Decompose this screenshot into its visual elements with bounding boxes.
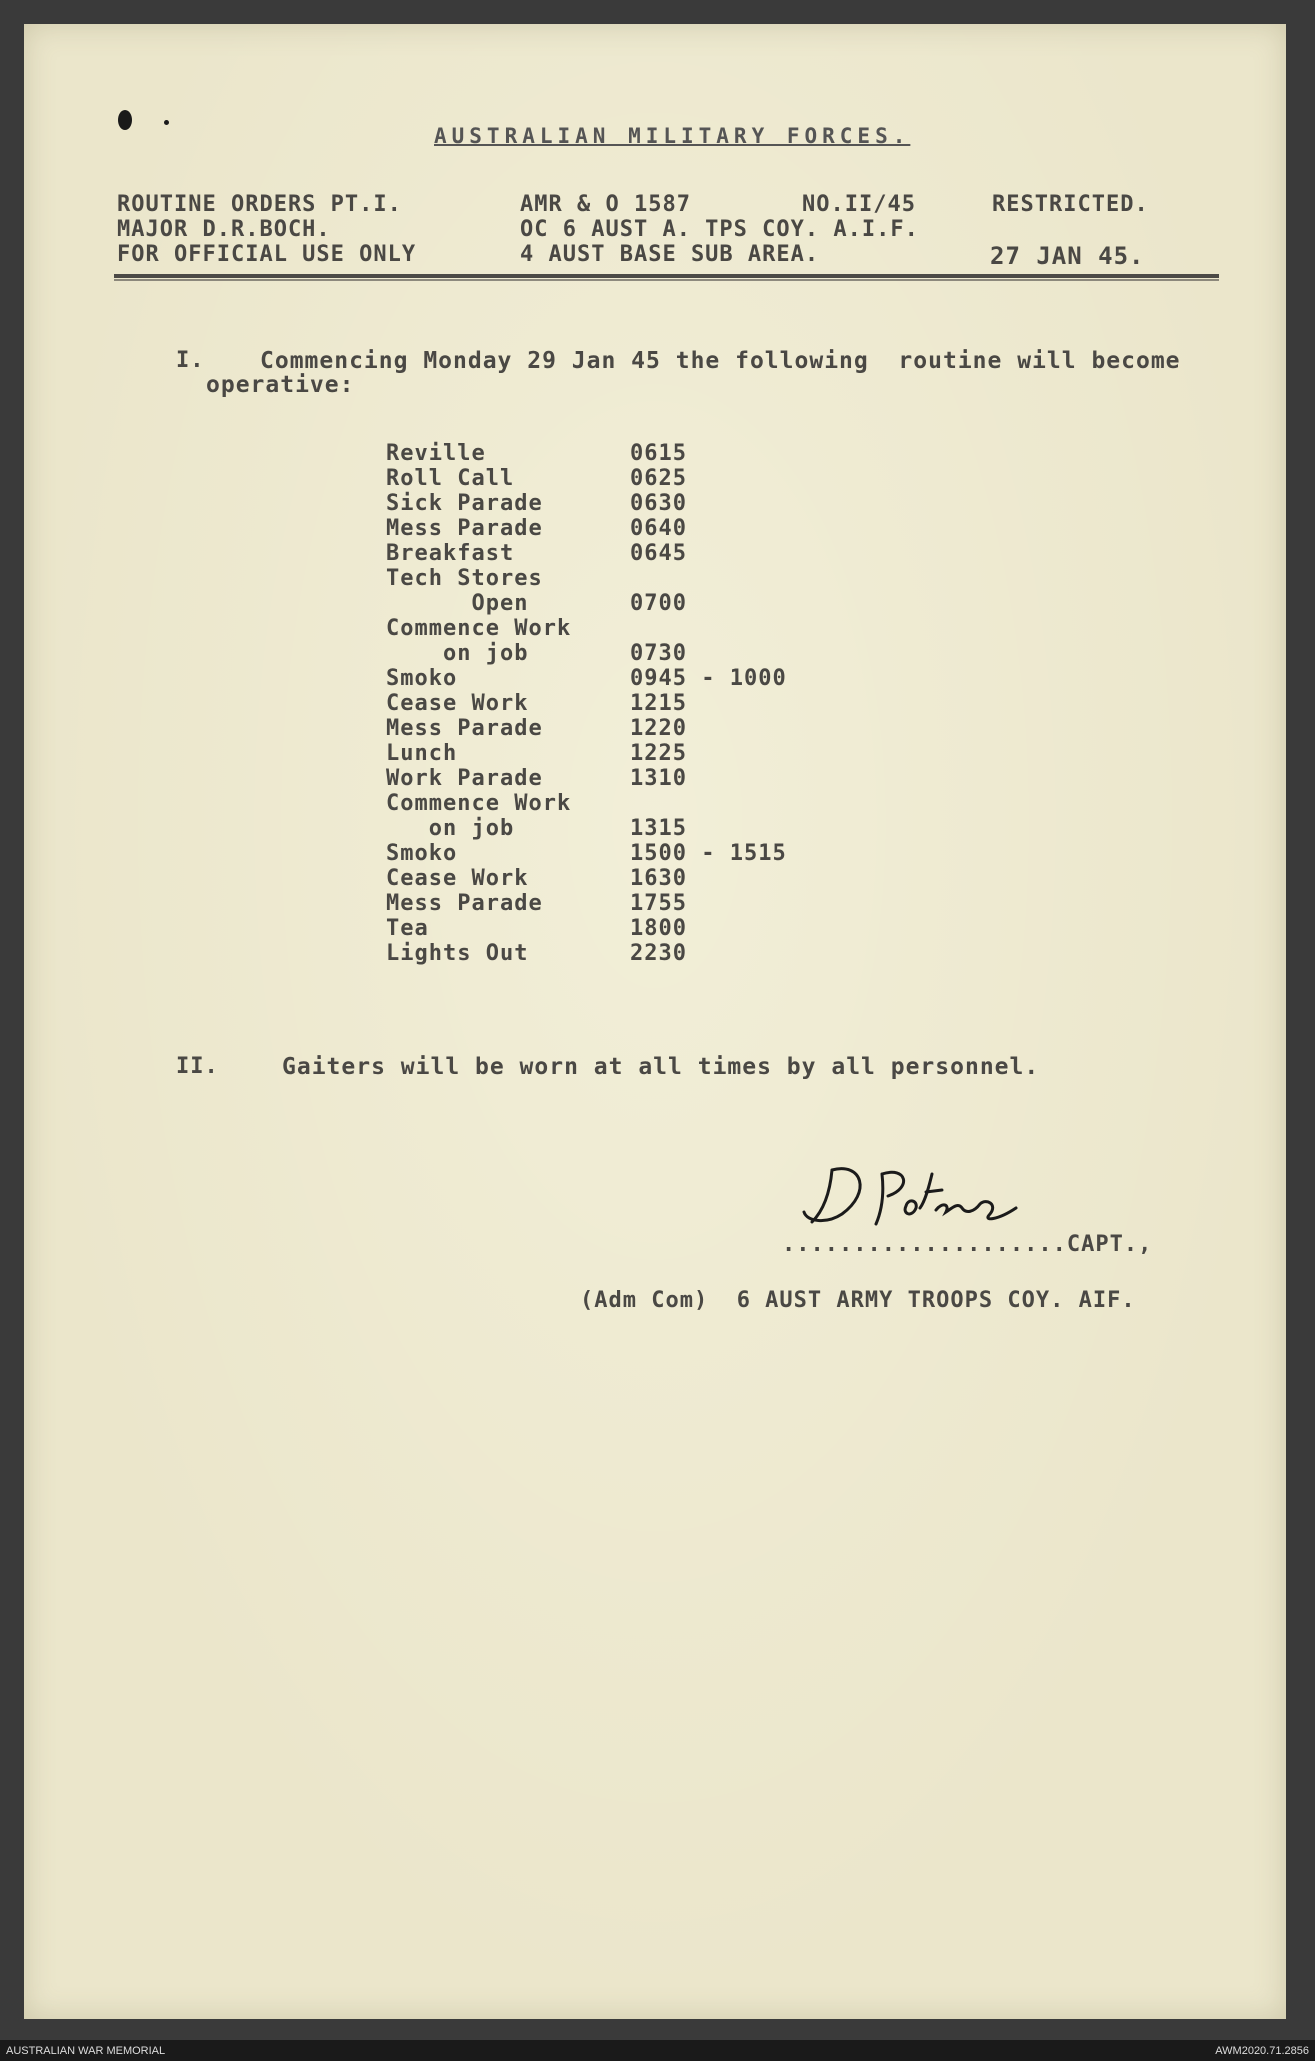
schedule-time: 0615 <box>630 441 687 466</box>
schedule-label: Work Parade <box>386 766 543 791</box>
schedule-label: Mess Parade <box>386 891 543 916</box>
header-official-use: FOR OFFICIAL USE ONLY <box>117 242 417 267</box>
schedule-time: 1755 <box>630 891 687 916</box>
schedule-time: 1315 <box>630 816 687 841</box>
ink-stain <box>118 110 132 130</box>
header-rule-shadow <box>114 279 1219 281</box>
schedule-time: 0700 <box>630 591 687 616</box>
schedule-label: Tea <box>386 916 429 941</box>
signature-unit: (Adm Com) 6 AUST ARMY TROOPS COY. AIF. <box>580 1288 1136 1313</box>
footer-reference: AWM2020.71.2856 <box>1215 2045 1309 2057</box>
schedule-label: Smoko <box>386 841 458 866</box>
schedule-time: 0645 <box>630 541 687 566</box>
schedule-time: 1225 <box>630 741 687 766</box>
header-rule <box>114 274 1219 278</box>
header-major: MAJOR D.R.BOCH. <box>117 217 331 242</box>
handwritten-signature <box>802 1152 1042 1232</box>
schedule-time: 0730 <box>630 641 687 666</box>
schedule-time: 1215 <box>630 691 687 716</box>
schedule-label: Sick Parade <box>386 491 543 516</box>
schedule-label: Smoko <box>386 666 458 691</box>
schedule-time: 1630 <box>630 866 687 891</box>
classification: RESTRICTED. <box>992 192 1149 217</box>
order-number: NO.II/45 <box>802 192 916 217</box>
schedule-label: Open <box>386 591 529 616</box>
order-date: 27 JAN 45. <box>990 242 1145 270</box>
header-amr-reference: AMR & O 1587 <box>520 192 691 217</box>
header-routine-orders: ROUTINE ORDERS PT.I. <box>117 192 402 217</box>
schedule-label: Lights Out <box>386 941 529 966</box>
schedule-label: Commence Work <box>386 791 572 816</box>
footer-source: AUSTRALIAN WAR MEMORIAL <box>6 2045 166 2057</box>
schedule-label: Mess Parade <box>386 716 543 741</box>
section-2-numeral: II. <box>176 1054 219 1079</box>
schedule-label: Tech Stores <box>386 566 543 591</box>
schedule-label: Mess Parade <box>386 516 543 541</box>
schedule-label: Roll Call <box>386 466 515 491</box>
schedule-time: 2230 <box>630 941 687 966</box>
section-1-line-1: Commencing Monday 29 Jan 45 the following routine will become <box>260 348 1181 374</box>
signature-dots-line: ....................CAPT., <box>782 1232 1153 1257</box>
document-page <box>24 24 1286 2019</box>
schedule-label: Lunch <box>386 741 458 766</box>
schedule-time: 1220 <box>630 716 687 741</box>
header-base-area: 4 AUST BASE SUB AREA. <box>520 242 820 267</box>
schedule-label: on job <box>386 641 529 666</box>
document-title: AUSTRALIAN MILITARY FORCES. <box>434 124 911 148</box>
schedule-time: 0625 <box>630 466 687 491</box>
section-1-numeral: I. <box>176 348 205 373</box>
schedule-time: 0630 <box>630 491 687 516</box>
schedule-time: 0945 - 1000 <box>630 666 787 691</box>
schedule-time: 1500 - 1515 <box>630 841 787 866</box>
schedule-time: 0640 <box>630 516 687 541</box>
section-1-line-2: operative: <box>206 372 355 398</box>
header-oc-unit: OC 6 AUST A. TPS COY. A.I.F. <box>520 217 919 242</box>
schedule-label: Commence Work <box>386 616 572 641</box>
schedule-label: Reville <box>386 441 486 466</box>
ink-speck <box>164 120 169 125</box>
section-2-text: Gaiters will be worn at all times by all personnel. <box>282 1054 1040 1080</box>
schedule-time: 1310 <box>630 766 687 791</box>
schedule-label: Cease Work <box>386 866 529 891</box>
schedule-label: Breakfast <box>386 541 515 566</box>
schedule-label: Cease Work <box>386 691 529 716</box>
schedule-time: 1800 <box>630 916 687 941</box>
schedule-label: on job <box>386 816 515 841</box>
footer-bar <box>0 2040 1315 2061</box>
